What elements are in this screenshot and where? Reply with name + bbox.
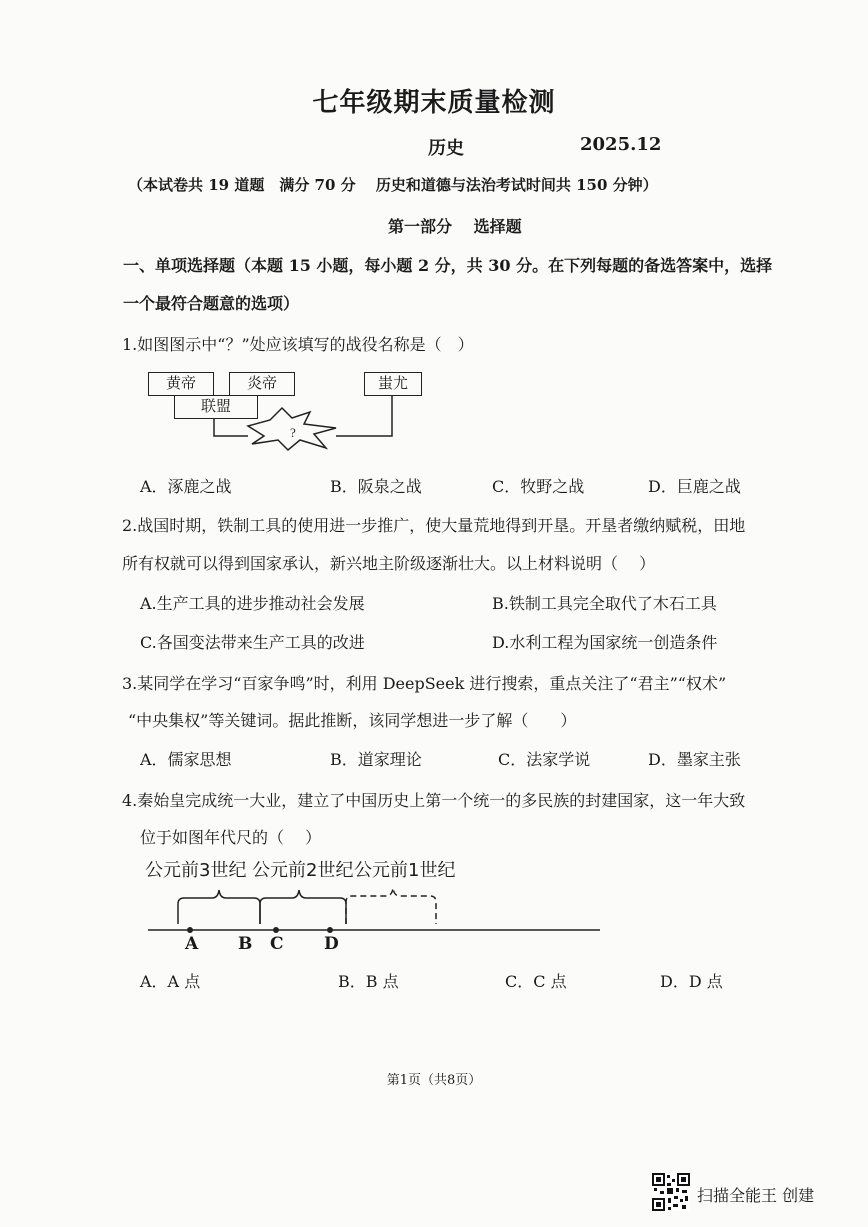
timeline-axis [140,852,610,962]
q2-option-a[interactable]: A.生产工具的进步推动社会发展 [140,594,365,613]
question-4-timeline [140,852,610,962]
exam-date: 2025.12 [580,134,662,155]
timeline-dot-d [327,927,333,933]
exam-info: （本试卷共 19 道题 满分 70 分 历史和道德与法治考试时间共 150 分钟） [128,176,658,194]
question-1-diagram [140,368,430,458]
timeline-dot-c [273,927,279,933]
battle-question-mark: ? [290,425,296,440]
timeline-label-3rd-century: 公元前3世纪 [145,860,247,881]
q4-option-d[interactable]: D．D 点 [660,972,723,991]
question-4-stem-line2: 位于如图年代尺的（ ） [140,828,322,847]
question-1-stem: 1.如图图示中“？”处应该填写的战役名称是（ ） [122,335,474,354]
question-2-stem-line2: 所有权就可以得到国家承认，新兴地主阶级逐渐壮大。以上材料说明（ ） [122,554,656,573]
section-instruction-line2: 一个最符合题意的选项） [123,294,300,313]
page-footer: 第1页（共8页） [386,1073,482,1088]
timeline-label-2nd-century: 公元前2世纪 [252,860,354,881]
timeline-point-d: D [324,934,339,954]
scanner-watermark-text: 扫描全能王 创建 [697,1186,815,1205]
timeline-label-1st-century: 公元前1世纪 [354,860,456,881]
diagram-box-yandi: 炎帝 [229,372,295,396]
q4-option-b[interactable]: B．B 点 [338,972,399,991]
q1-option-a[interactable]: A．涿鹿之战 [140,477,232,496]
diagram-box-chiyou: 蚩尤 [364,372,422,396]
qr-code-icon [652,1173,690,1211]
question-4-stem-line1: 4.秦始皇完成统一大业，建立了中国历史上第一个统一的多民族的封建国家，这一年大致 [122,791,746,810]
timeline-point-b: B [238,934,253,954]
exam-title: 七年级期末质量检测 [312,88,556,118]
q3-option-a[interactable]: A．儒家思想 [140,750,232,769]
q1-option-d[interactable]: D．巨鹿之战 [648,477,741,496]
timeline-point-c: C [270,934,284,954]
question-3-stem-line2: “中央集权”等关键词。据此推断，该同学想进一步了解（ ） [128,711,577,730]
q4-option-c[interactable]: C．C 点 [505,972,567,991]
q2-option-d[interactable]: D.水利工程为国家统一创造条件 [492,633,718,652]
q2-option-c[interactable]: C.各国变法带来生产工具的改进 [140,633,365,652]
q3-option-d[interactable]: D．墨家主张 [648,750,741,769]
q1-option-c[interactable]: C．牧野之战 [492,477,585,496]
section-instruction-line1: 一、单项选择题（本题 15 小题，每小题 2 分，共 30 分。在下列每题的备选答案中，选择 [123,256,773,275]
question-3-stem-line1: 3.某同学在学习“百家争鸣”时，利用 DeepSeek 进行搜索，重点关注了“君主”“权术” [122,674,727,693]
diagram-box-huangdi: 黄帝 [148,372,214,396]
q2-option-b[interactable]: B.铁制工具完全取代了木石工具 [492,594,717,613]
q3-option-b[interactable]: B．道家理论 [330,750,422,769]
q1-option-b[interactable]: B．阪泉之战 [330,477,422,496]
diagram-box-alliance: 联盟 [174,395,258,419]
q3-option-c[interactable]: C．法家学说 [498,750,591,769]
part-title: 第一部分 选择题 [388,217,522,236]
subject-label: 历史 [428,138,464,159]
question-2-stem-line1: 2.战国时期，铁制工具的使用进一步推广，使大量荒地得到开垦。开垦者缴纳赋税，田地 [122,516,746,535]
timeline-point-a: A [185,934,199,954]
timeline-dot-a [187,927,193,933]
q4-option-a[interactable]: A．A 点 [140,972,201,991]
